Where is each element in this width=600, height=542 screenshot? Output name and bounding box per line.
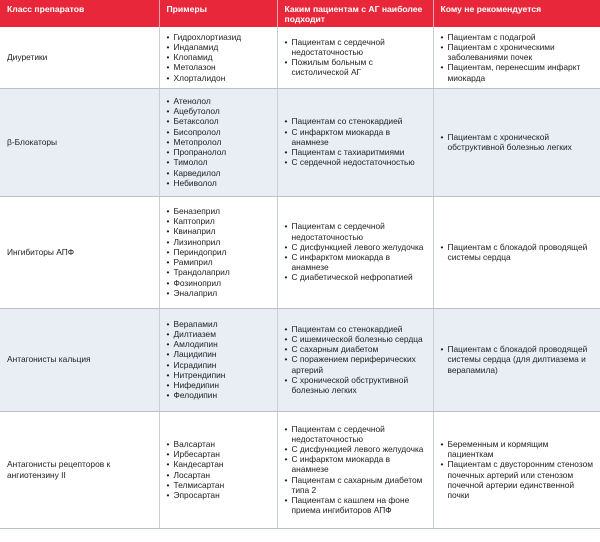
list-item: • Пациентам с тахиаритмиями — [285, 147, 429, 157]
list-item: • Дилтиазем — [167, 329, 273, 339]
list-item: • Беназеприл — [167, 206, 273, 216]
list-item: • Пациентам с сердечной недостаточностью — [285, 221, 429, 241]
table-row — [0, 196, 600, 308]
table-row — [0, 308, 600, 411]
list-item: • С сердечной недостаточностью — [285, 157, 429, 167]
list-item: • Амлодипин — [167, 339, 273, 349]
header-examples: Примеры — [159, 0, 277, 27]
examples-cell — [159, 196, 277, 308]
list-item: • Пожилым больным с систолической АГ — [285, 57, 429, 77]
list-item: • Лизиноприл — [167, 237, 273, 247]
list-item: • Квинаприл — [167, 226, 273, 236]
suitable-cell — [277, 88, 433, 196]
drug-class-cell: Ингибиторы АПФ — [0, 196, 159, 308]
list-item: • Рамиприл — [167, 257, 273, 267]
list-item: • С сахарным диабетом — [285, 344, 429, 354]
examples-cell — [159, 308, 277, 411]
list-item: • Клопамид — [167, 52, 273, 62]
list-item: • Бисопролол — [167, 127, 273, 137]
list-item: • С инфарктом миокарда в анамнезе — [285, 252, 429, 272]
list-item: • Исрадипин — [167, 360, 273, 370]
header-row — [0, 0, 600, 27]
list-item: • С хронической обструктивной болезнью легких — [285, 375, 429, 395]
list-item: • Пациентам с сердечной недостаточностью — [285, 37, 429, 57]
table-row — [0, 411, 600, 528]
not-recommended-cell — [433, 88, 600, 196]
examples-cell — [159, 88, 277, 196]
list-item: • Пациентам с подагрой — [441, 32, 597, 42]
examples-cell — [159, 411, 277, 528]
list-item: • Пациентам с блокадой проводящей системы сердца (для дилтиазема и верапамила) — [441, 344, 597, 375]
not-recommended-cell — [433, 308, 600, 411]
list-item: • Бетаксолол — [167, 116, 273, 126]
list-item: • С инфарктом миокарда в анамнезе — [285, 127, 429, 147]
list-item: • Карведилол — [167, 168, 273, 178]
list-item: • Эналаприл — [167, 288, 273, 298]
list-item: • Пациентам, перенесшим инфаркт миокарда — [441, 62, 597, 82]
list-item: • Валсартан — [167, 439, 273, 449]
list-item: • Тимолол — [167, 157, 273, 167]
suitable-cell — [277, 27, 433, 88]
header-suitable-patients: Каким пациентам с АГ наиболее подходит — [277, 0, 433, 27]
drug-class-cell: β-Блокаторы — [0, 88, 159, 196]
list-item: • С дисфункцией левого желудочка — [285, 242, 429, 252]
list-item: • Пропранолол — [167, 147, 273, 157]
list-item: • Лацидипин — [167, 349, 273, 359]
list-item: • Эпросартан — [167, 490, 273, 500]
list-item: • Нитрендипин — [167, 370, 273, 380]
list-item: • Метопролол — [167, 137, 273, 147]
list-item: • Пациентам с блокадой проводящей системы сердца — [441, 242, 597, 262]
list-item: • Пациентам с сердечной недостаточностью — [285, 424, 429, 444]
examples-cell — [159, 27, 277, 88]
list-item: • Пациентам с сахарным диабетом типа 2 — [285, 475, 429, 495]
drug-class-cell: Антагонисты рецепторов к ангиотензину II — [0, 411, 159, 528]
list-item: • Пациентам с хронической обструктивной болезнью легких — [441, 132, 597, 152]
list-item: • Ацебутолол — [167, 106, 273, 116]
list-item: • Гидрохлортиазид — [167, 32, 273, 42]
drug-class-cell: Антагонисты кальция — [0, 308, 159, 411]
list-item: • Каптоприл — [167, 216, 273, 226]
not-recommended-cell — [433, 411, 600, 528]
list-item: • С диабетической нефропатией — [285, 272, 429, 282]
list-item: • Ирбесартан — [167, 449, 273, 459]
list-item: • С поражением периферических артерий — [285, 354, 429, 374]
list-item: • Пациентам со стенокардией — [285, 324, 429, 334]
suitable-cell — [277, 411, 433, 528]
list-item: • Пациентам с кашлем на фоне приема ингибиторов АПФ — [285, 495, 429, 515]
list-item: • Пациентам со стенокардией — [285, 116, 429, 126]
list-item: • Пациентам с двусторонним стенозом почечных артерий или стенозом почечной артерии единственной почки — [441, 459, 597, 500]
drug-class-cell: Диуретики — [0, 27, 159, 88]
not-recommended-cell — [433, 27, 600, 88]
list-item: • Беременным и кормящим пациенткам — [441, 439, 597, 459]
list-item: • Трандолаприл — [167, 267, 273, 277]
list-item: • Лосартан — [167, 470, 273, 480]
table-row — [0, 27, 600, 88]
list-item: • Метолазон — [167, 62, 273, 72]
list-item: • Пациентам с хроническими заболеваниями почек — [441, 42, 597, 62]
suitable-cell — [277, 196, 433, 308]
list-item: • Индапамид — [167, 42, 273, 52]
list-item: • Периндоприл — [167, 247, 273, 257]
not-recommended-cell — [433, 196, 600, 308]
list-item: • Атенолол — [167, 96, 273, 106]
header-drug-class: Класс препаратов — [0, 0, 159, 27]
header-not-recommended: Кому не рекомендуется — [433, 0, 600, 27]
list-item: • Кандесартан — [167, 459, 273, 469]
suitable-cell — [277, 308, 433, 411]
list-item: • Нифедипин — [167, 380, 273, 390]
list-item: • Фелодипин — [167, 390, 273, 400]
list-item: • С инфарктом миокарда в анамнезе — [285, 454, 429, 474]
list-item: • Фозиноприл — [167, 278, 273, 288]
list-item: • Телмисартан — [167, 480, 273, 490]
list-item: • Верапамил — [167, 319, 273, 329]
list-item: • Хлорталидон — [167, 73, 273, 83]
table-row — [0, 88, 600, 196]
list-item: • С ишемической болезнью сердца — [285, 334, 429, 344]
list-item: • С дисфункцией левого желудочка — [285, 444, 429, 454]
list-item: • Небиволол — [167, 178, 273, 188]
